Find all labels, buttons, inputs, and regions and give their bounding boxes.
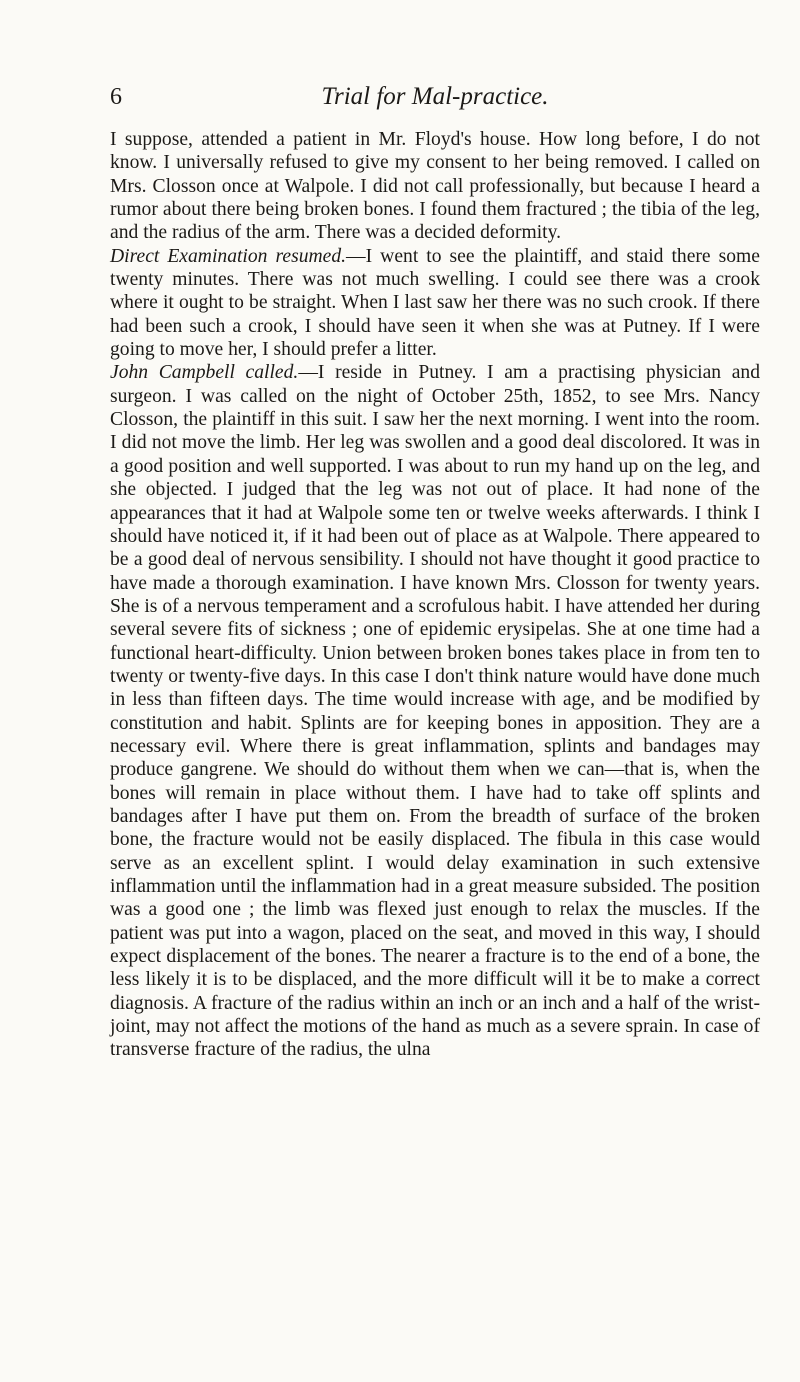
running-head — [110, 80, 760, 114]
section-lead: John Campbell called. — [110, 362, 299, 384]
paragraph-text: —I reside in Putney. I am a practising physician and surgeon. I was called on the night of October 25th, 1852, to see Mrs. Nancy Closson, the plaintiff in this suit. I saw her the next morning. I went into the room. I did not move the limb. Her leg was swollen and a good deal discolored. It was in a good position and well supported. I was about to run my hand up on the leg, and she objected. I judged that the leg was not out of place. It had none of the appearances that it had at Walpole some ten or twelve weeks afterwards. I think I should have noticed it, if it had been out of place as at Walpole. There appeared to be a good deal of nervous sensibility. I should not have thought it good practice to have made a thorough examination. I have known Mrs. Closson for twenty years. She is of a nervous temperament and a scrofulous habit. I have attended her during several severe fits of sickness ; one of epidemic erysipelas. She at one time had a functional heart-difficulty. Union between broken bones takes place in from ten to twenty or twenty-five days. In this case I don't think nature would have done much in less than fifteen days. The time would increase with age, and be modified by constitution and habit. Splints are for keeping bones in apposition. They are a necessary evil. Where there is great inflammation, splints and bandages may produce gangrene. We should do without them when we can—that is, when the bones will remain in place without them. I have had to take off splints and bandages after I have put them on. From the breadth of surface of the broken bone, the fracture would not be easily displaced. The fibula in this case would serve as an excellent splint. I would delay examination in such extensive inflammation until the inflammation had in a great measure subsided. The position was a good one ; the limb was flexed just enough to relax the muscles. If the patient was put into a wagon, placed on the seat, and moved in this way, I should expect displacement of the bones. The nearer a fracture is to the end of a bone, the less likely it is to be displaced, and the more difficult will it be to make a correct diagnosis. A fracture of the radius within an inch or an inch and a half of the wrist-joint, may not affect the motions of the hand as much as a severe sprain. In case of transverse fracture of the radius, the ulna — [110, 362, 761, 1061]
page-number: 6 — [110, 84, 122, 110]
paragraph-cross-examination — [110, 128, 760, 245]
body-text — [110, 128, 760, 1062]
paragraph-john-campbell-testimony — [110, 361, 760, 1061]
section-lead: Direct Examination resumed. — [110, 245, 347, 267]
running-title: Trial for Mal-practice. — [321, 83, 549, 110]
paragraph-direct-examination — [110, 245, 760, 362]
paragraph-text: —I went to see the plaintiff, and staid there some twenty minutes. There was not much swelling. I could see there was a crook where it ought to be straight. When I last saw her there was no such crook. If there had been such a crook, I should have seen it when she was at Putney. If I were going to move her, I should prefer a litter. — [110, 245, 760, 361]
paragraph-text: I suppose, attended a patient in Mr. Floyd's house. How long before, I do not know. I universally refused to give my consent to her being removed. I called on Mrs. Closson once at Walpole. I did not call professionally, but because I heard a rumor about there being broken bones. I found them fractured ; the tibia of the leg, and the radius of the arm. There was a decided deformity. — [110, 129, 760, 244]
